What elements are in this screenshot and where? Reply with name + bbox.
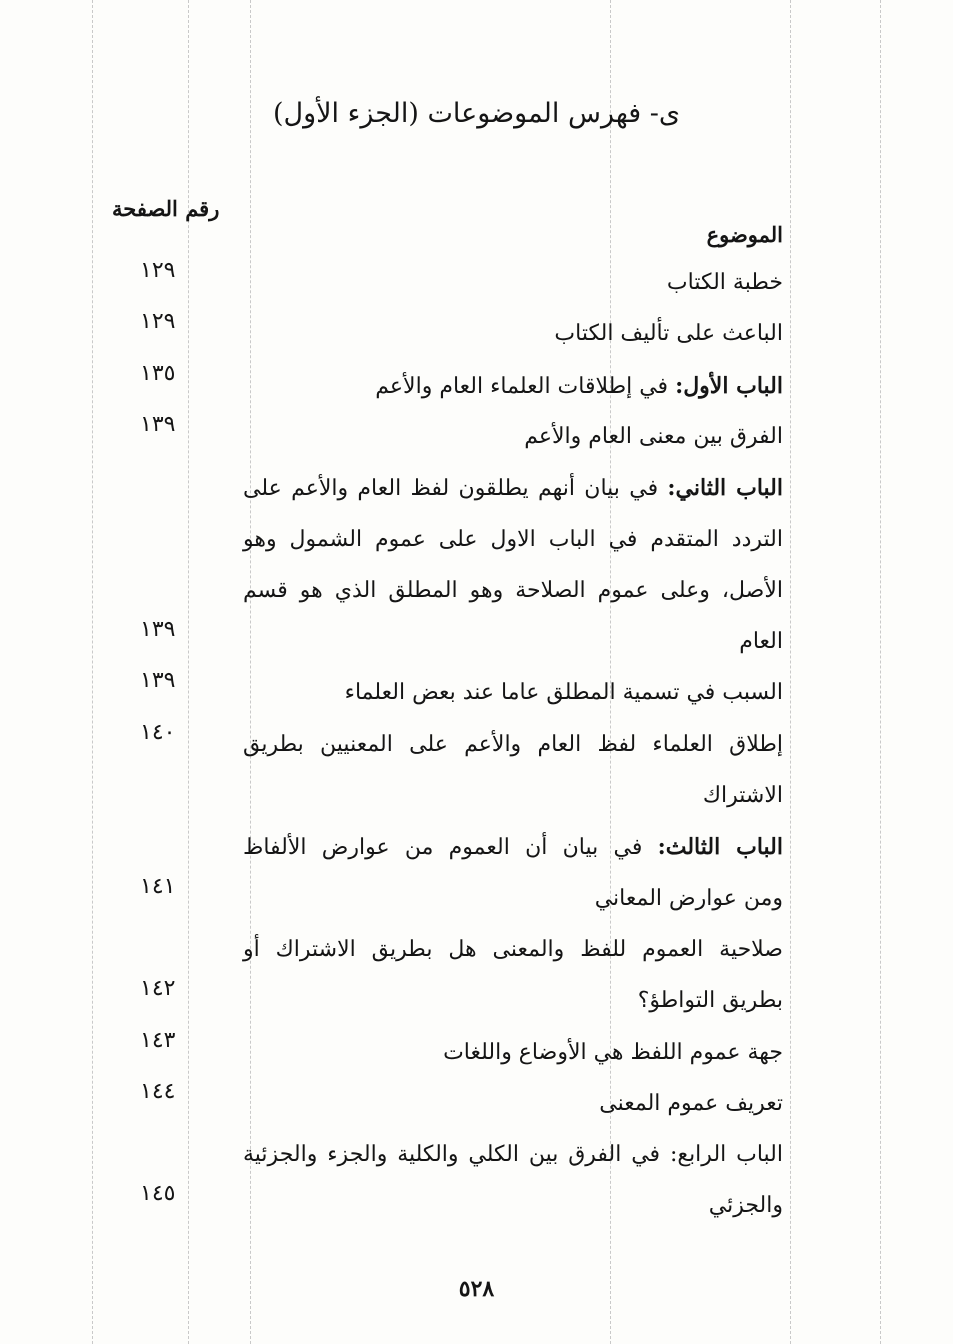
- toc-entry-text: [243, 270, 783, 295]
- toc-entry-label: بطريق التواطؤ؟: [637, 988, 783, 1013]
- toc-entry-text: [243, 1193, 783, 1218]
- toc-entry-label: في إطلاقات العلماء العام والأعم: [375, 374, 676, 399]
- toc-entry-text: [243, 988, 783, 1013]
- toc-entry-label: الأصل، وعلى عموم الصلاحة وهو المطلق الذي هو قسم: [243, 578, 783, 603]
- toc-entry-label: إطلاق العلماء لفظ العام والأعم على المعنيين بطريق: [243, 732, 783, 757]
- toc-page-number: ١٣٩: [140, 668, 176, 693]
- toc-entry-label: ومن عوارض المعاني: [594, 886, 783, 911]
- toc-entry-text: [243, 886, 783, 911]
- toc-page-number: ١٤٢: [140, 976, 176, 1001]
- toc-entry-label: العام: [739, 629, 783, 654]
- page-column-header: رقم الصفحة: [112, 196, 220, 221]
- toc-entry-label: السبب في تسمية المطلق عاما عند بعض العلماء: [344, 680, 783, 705]
- toc-page-number: ١٤١: [140, 874, 176, 899]
- chapter-label: الباب الثالث:: [657, 834, 783, 860]
- toc-entry-text: [243, 424, 783, 449]
- toc-page-number: ١٤٥: [140, 1181, 176, 1206]
- toc-entry-label: الباب الرابع: في الفرق بين الكلي والكلية والجزء والجزئية: [243, 1142, 783, 1167]
- toc-page-number: ١٤٠: [140, 720, 176, 745]
- scan-guide-line: [92, 0, 93, 1344]
- scan-guide-line: [880, 0, 881, 1344]
- toc-page-number: ١٣٩: [140, 412, 176, 437]
- toc-entry-label: تعريف عموم المعنى: [599, 1091, 783, 1116]
- toc-page-number: ١٤٤: [140, 1079, 176, 1104]
- toc-entry-label: الفرق بين معنى العام والأعم: [524, 424, 783, 449]
- toc-entry-label: في بيان أن العموم من عوارض الألفاظ: [243, 835, 658, 860]
- topic-column-header: الموضوع: [706, 222, 783, 247]
- toc-entry-label: صلاحية العموم للفظ والمعنى هل بطريق الاشتراك أو: [243, 937, 783, 962]
- page-title: ى- فهرس الموضوعات (الجزء الأول): [272, 98, 681, 129]
- toc-entry-label: الباعث على تأليف الكتاب: [554, 321, 783, 346]
- toc-page-number: ١٢٩: [140, 309, 176, 334]
- toc-entry-text: [243, 1142, 783, 1167]
- chapter-label: الباب الأول:: [675, 373, 783, 399]
- toc-page-number: ١٣٩: [140, 617, 176, 642]
- toc-entry-text: [243, 578, 783, 603]
- toc-page-number: ١٢٩: [140, 258, 176, 283]
- toc-entry-text: [243, 680, 783, 705]
- toc-entry-label: خطبة الكتاب: [666, 270, 783, 295]
- toc-entry-text: [243, 732, 783, 757]
- toc-entry-text: [243, 834, 783, 860]
- toc-entry-label: في بيان أنهم يطلقون لفظ العام والأعم على: [243, 476, 668, 501]
- toc-page-number: ١٣٥: [140, 361, 176, 386]
- scan-guide-line: [790, 0, 791, 1344]
- toc-entry-text: [243, 475, 783, 501]
- toc-entry-label: التردد المتقدم في الباب الاول على عموم الشمول وهو: [243, 527, 783, 552]
- toc-entry-text: [243, 527, 783, 552]
- toc-entry-text: [243, 373, 783, 399]
- page-number: ٥٢٨: [458, 1276, 495, 1302]
- toc-page-number: ١٤٣: [140, 1028, 176, 1053]
- toc-entry-text: [243, 321, 783, 346]
- toc-entry-label: والجزئي: [708, 1193, 783, 1218]
- toc-entry-label: جهة عموم اللفظ هي الأوضاع واللغات: [443, 1040, 783, 1065]
- toc-entry-label: الاشتراك: [702, 783, 783, 808]
- toc-entry-text: [243, 783, 783, 808]
- toc-entry-text: [243, 1040, 783, 1065]
- chapter-label: الباب الثاني:: [667, 475, 783, 501]
- toc-entry-text: [243, 629, 783, 654]
- toc-entry-text: [243, 937, 783, 962]
- toc-entry-text: [243, 1091, 783, 1116]
